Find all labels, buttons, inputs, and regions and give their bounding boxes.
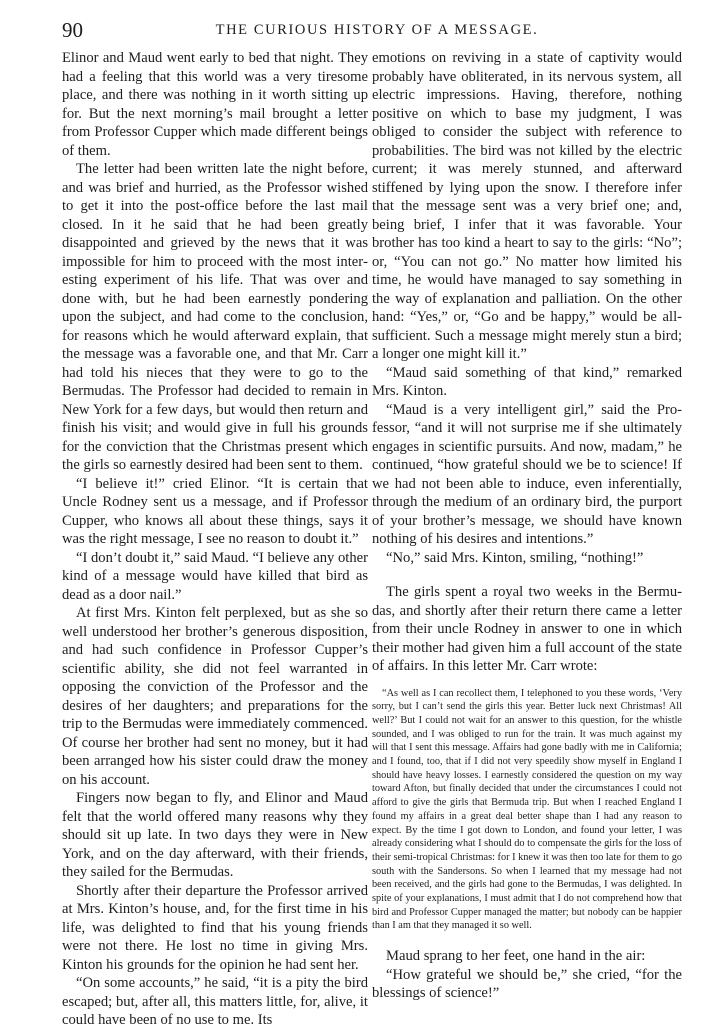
paragraph: Maud sprang to her feet, one hand in the air: (386, 948, 646, 965)
quoted-letter (372, 687, 682, 934)
letter-text: “As well as I can recollect them, I telephoned to you these words, ‘Very sorry, but I can’t send the girls this year. Better luck next Christmas! All well?’ But I could not wait for an answer to this question, for the whistle sounded, and I was obliged to run for the train. It was much against my will that I sent this message. Affairs had gone badly with me in California; and I found, too, that if I did not very speedily show myself in England I should have heavy losses. I earnestly considered the question on my way toward Afton, but finally decided that under the circumstances I could not afford to give the girls that Bermuda trip. But when I reached England I found my affairs in a great deal better shape than I had any reason to expect. By the time I got down to London, and found your letter, I was already considering what I should do to compensate the girls for the loss of their semi-tropical Christmas: for I knew it was then too late for them to go south with the Sandersons. So when I learned that my message had not been received, and the girls had gone to the Bermudas, I was delighted. In spite of your explanations, I must admit that I do not comprehend how that bird and Professor Cupper managed the matter; but nobody can be happier than I am that they managed it so well. (372, 687, 682, 932)
paragraph: emotions on reviving in a state of captivity would probably have obliterated, in its nervous system, all electric impressions. Having, therefore, nothing positive on which to base my judgment, I was obliged to consider the subject with reference to probabilities. The bird was not killed by the electric current; it was merely stunned, and afterward stiffened by lying upon the snow. I therefore infer that the message sent was a very brief one; and, being brief, I infer that it was favorable. Your brother has too kind a heart to say to the girls: “No”; or, “You can not go.” No matter how limited his time, he would have managed to say something in the way of explanation and palliation. On the other hand: “Yes,” or, “Go and be happy,” would be all-sufficient. Such a message might merely stun a bird; a longer one might kill it.” (372, 50, 682, 362)
paragraph: Elinor and Maud went early to bed that night. They had a feeling that this world was a very tiresome place, and there was nothing in it worth sitting up for. But the next morning’s mail brought a letter from Professor Cupper which made different beings of them. (62, 50, 368, 159)
paragraph: The girls spent a royal two weeks in the Bermudas, and shortly after their return there came a letter from their uncle Rodney in answer to one in which their mother had given him a full account of the state of affairs. In this letter Mr. Carr wrote: (372, 584, 682, 674)
paragraph: “No,” said Mrs. Kinton, smiling, “nothing!” (386, 549, 644, 566)
running-title: THE CURIOUS HISTORY OF A MESSAGE. (215, 22, 539, 38)
paragraph: Fingers now began to fly, and Elinor and Maud felt that the world offered many reasons why they should sit up late. In two days they were in New York, and on the day afterward, with their friends, they sailed for the Bermudas. (62, 790, 368, 880)
paragraph: “Maud said something of that kind,” remarked Mrs. Kinton. (372, 364, 682, 399)
paragraph: “I don’t doubt it,” said Maud. “I believe any other kind of a message would have killed that bird as dead as a door nail.” (62, 549, 368, 603)
paragraph: “On some accounts,” he said, “it is a pity the bird escaped; but, after all, this matters little, for, alive, it could have been of no use to me. Its (62, 975, 368, 1028)
page-number: 90 (62, 18, 83, 42)
paragraph: The letter had been written late the night before, and was brief and hurried, as the Professor wished to get it into the post-office before the last mail closed. In it he said that he had been greatly disappointed and grieved by the news that it was impossible for him to proceed with the most interesting experiment of his life. That was over and done with, but he had been earnestly pondering upon the subject, and had come to the conclusion, for reasons which he would afterward explain, that the message was a favorable one, and that Mr. Carr had told his nieces that they were to go to the Bermudas. The Professor had decided to remain in New York for a few days, but would then return and finish his visit; and would give in full his grounds for the conviction that the Christmas present which the girls so earnestly desired had been sent to them. (62, 161, 368, 473)
right-column (372, 49, 682, 1003)
paragraph: “Maud is a very intelligent girl,” said the Professor, “and it will not surprise me if she ultimately engages in scientific pursuits. And now, madam,” he continued, “how grateful should we be to science! If we had not been able to induce, even inferentially, through the medium of an ordinary bird, the purport of your brother’s message, we should have known nothing of his desires and intentions.” (372, 401, 682, 547)
paragraph: At first Mrs. Kinton felt perplexed, but as she so well understood her brother’s generous disposition, and had such confidence in Professor Cupper’s scientific ability, she did not feel warranted in opposing the conviction of the Professor and the desires of her daughters; and preparations for the trip to the Bermudas were immediately commenced. Of course her brother had sent no money, but it had been arranged how his sister could draw the money on his account. (62, 605, 368, 788)
paragraph: Shortly after their departure the Professor arrived at Mrs. Kinton’s house, and, for the first time in his life, was delighted to find that his young friends were not there. He lost no time in giving Mrs. Kinton his grounds for the opinion he had sent her. (62, 882, 368, 973)
paragraph: “I believe it!” cried Elinor. “It is certain that Uncle Rodney sent us a message, and if Professor Cupper, who knows all about these things, says it was the right message, I see no reason to doubt it.” (62, 475, 368, 547)
left-column (62, 49, 368, 1030)
page-header (62, 18, 692, 42)
paragraph: “How grateful we should be,” she cried, “for the blessings of science!” (372, 966, 682, 1002)
